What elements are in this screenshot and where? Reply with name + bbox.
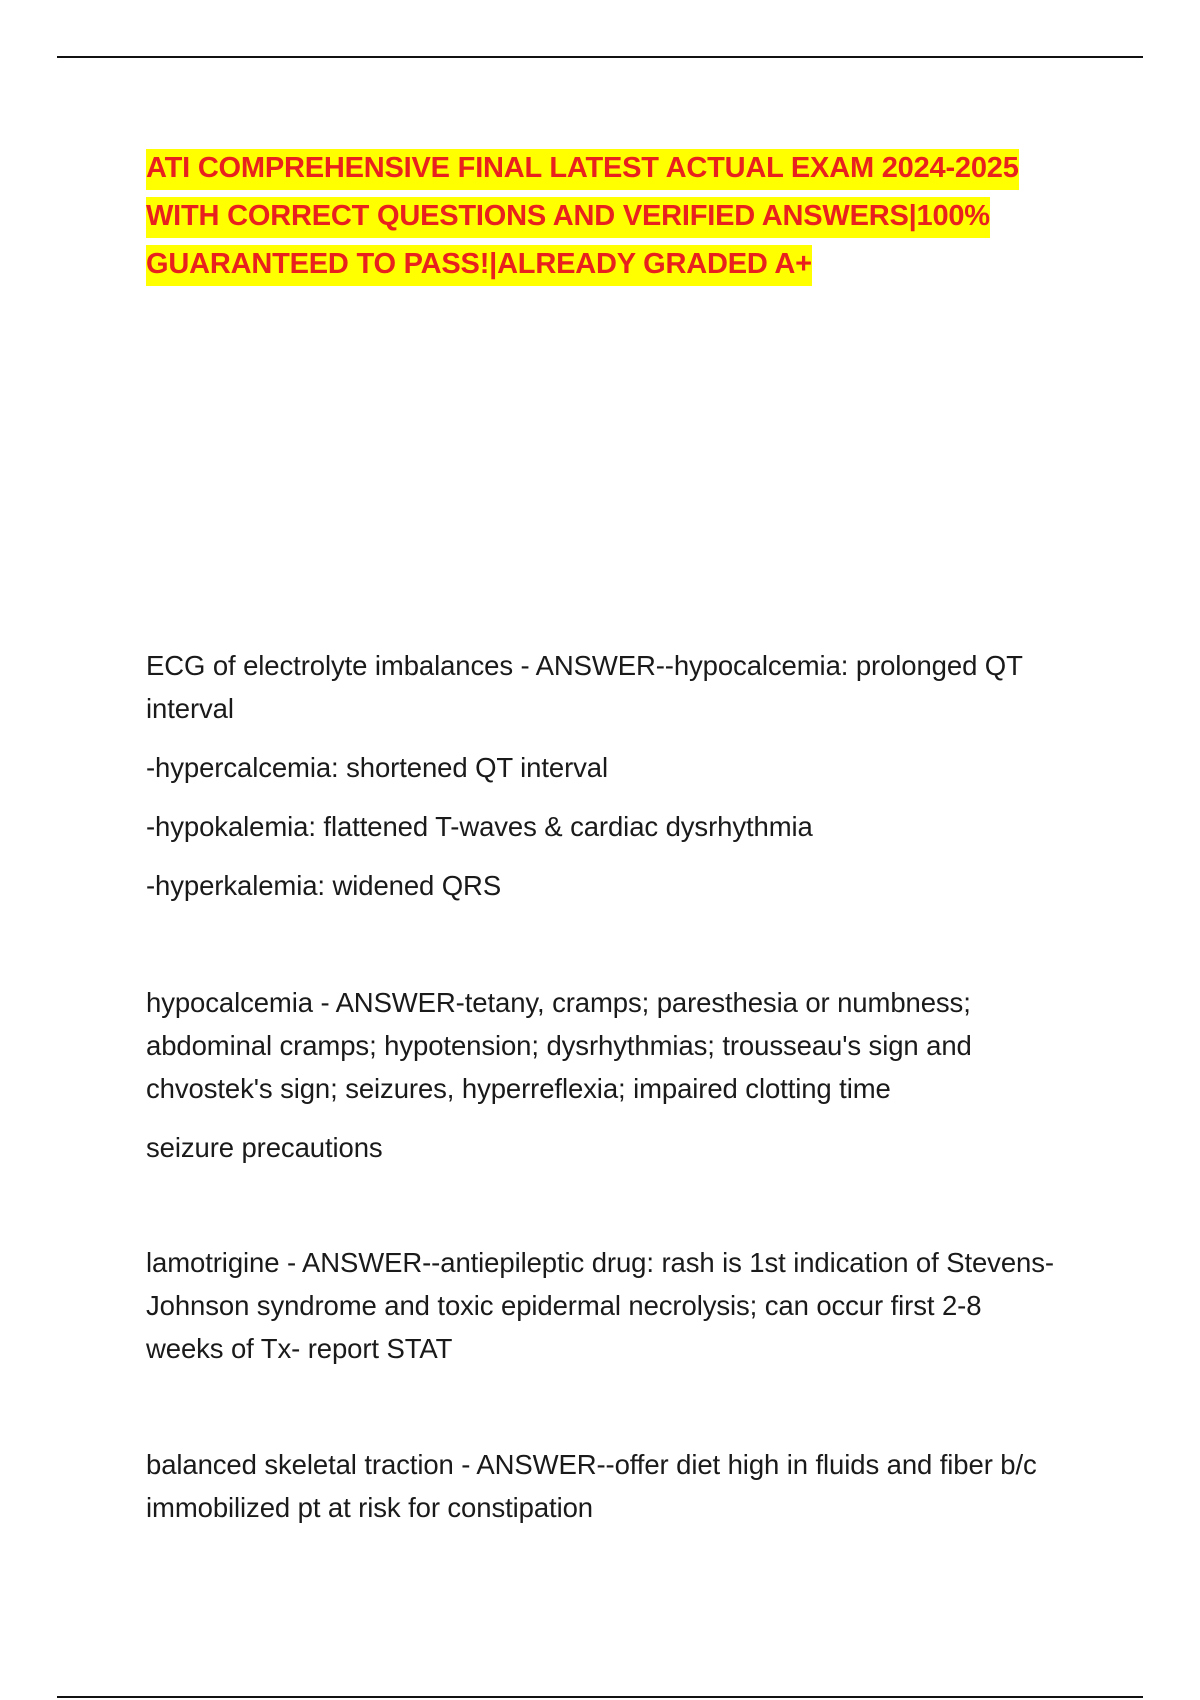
entry-line: lamotrigine - ANSWER--antiepileptic drug: rash is 1st indication of Stevens-Johnson syndrome and toxic epidermal necrolysis; can occur first 2-8 weeks of Tx- report STAT	[146, 1247, 1054, 1364]
document-title-text: ATI COMPREHENSIVE FINAL LATEST ACTUAL EXAM 2024-2025 WITH CORRECT QUESTIONS AND VERIFIED ANSWERS|100% GUARANTEED TO PASS!|ALREADY GRADED A+	[146, 149, 1019, 286]
qa-entry-skeletal-traction	[146, 1443, 1066, 1529]
entry-line: -hypercalcemia: shortened QT interval	[146, 752, 608, 783]
document-title	[146, 144, 1066, 288]
qa-entry-hypocalcemia	[146, 981, 1066, 1169]
entry-line: ECG of electrolyte imbalances - ANSWER--hypocalcemia: prolonged QT interval	[146, 650, 1023, 724]
entry-line: balanced skeletal traction - ANSWER--offer diet high in fluids and fiber b/c immobilized pt at risk for constipation	[146, 1449, 1037, 1523]
entry-line: -hypokalemia: flattened T-waves & cardiac dysrhythmia	[146, 811, 813, 842]
entry-line: -hyperkalemia: widened QRS	[146, 870, 502, 901]
entry-line: seizure precautions	[146, 1132, 383, 1163]
entry-line: hypocalcemia - ANSWER-tetany, cramps; paresthesia or numbness; abdominal cramps; hypotension; dysrhythmias; trousseau's sign and chvostek's sign; seizures, hyperreflexia; impaired clotting time	[146, 987, 972, 1104]
qa-entry-lamotrigine	[146, 1241, 1066, 1370]
footer-divider	[57, 1696, 1143, 1698]
qa-entry-ecg-electrolytes	[146, 644, 1066, 907]
header-divider	[57, 56, 1143, 58]
